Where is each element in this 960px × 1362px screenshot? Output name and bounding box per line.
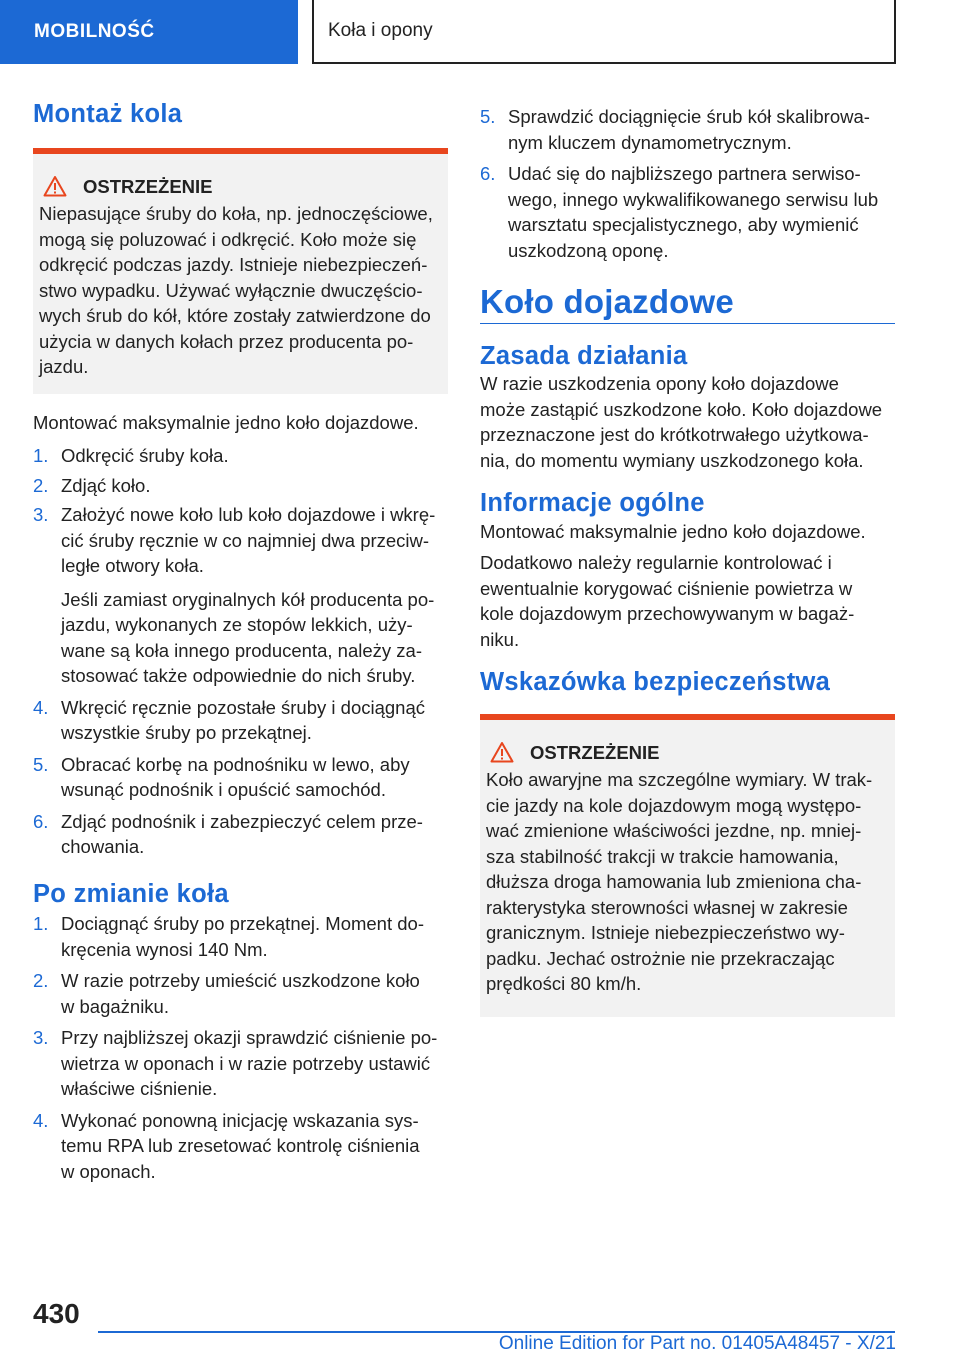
step-note: Jeśli zamiast oryginalnych kół producenta po‐ jazdu, wykonanych ze stopów lekkich, uży‐ wane są koła innego producenta, należy za‐ stosować także odpowiednie do nich śruby. bbox=[61, 588, 435, 686]
steps-list-continued bbox=[480, 104, 895, 263]
intro-paragraph: Montować maksymalnie jedno koło dojazdowe. bbox=[33, 411, 419, 433]
warning-text: Koło awaryjne ma szczególne wymiary. W trak‐ cie jazdy na kole dojazdowym mogą występo‐ wać zmienione właściwości jezdne, np. mniej‐ sza stabilność trakcji w trakcie hamowania, dłuższa droga hamowania lub zmieniona cha‐ rakterystyka sterowności własnej w zakresie granicznym. Istnieje niebezpieczeństwo wy‐ padku. Jechać ostrożnie nie przekraczając prędkości 80 km/h. bbox=[486, 769, 873, 994]
warning-triangle-icon bbox=[490, 741, 514, 763]
warning-triangle-icon bbox=[43, 175, 67, 197]
warning-title: OSTRZEŻENIE bbox=[530, 741, 660, 763]
page-number: 430 bbox=[33, 1298, 80, 1329]
steps-list bbox=[33, 443, 448, 860]
footer-edition-link[interactable]: Online Edition for Part no. 01405A48457 - X/21 bbox=[498, 1333, 896, 1354]
warning-box bbox=[480, 714, 895, 1017]
list-item: 2. Zdjąć koło. bbox=[33, 474, 151, 496]
list-item: 3. Przy najbliższej okazji sprawdzić ciśnienie po‐ wietrza w oponach i w razie potrzeby ustawić właściwe ciśnienie. bbox=[33, 1027, 438, 1099]
list-item: 6. Udać się do najbliższego partnera serwiso‐ wego, innego wykwalifikowanego serwisu lub warsztatu specjalistycznego, aby wymienić uszkodzoną oponę. bbox=[480, 163, 879, 261]
right-column bbox=[480, 104, 895, 1017]
heading-rule bbox=[480, 323, 895, 324]
list-item: 1. Odkręcić śruby koła. bbox=[33, 445, 229, 466]
info-paragraph-1: Montować maksymalnie jedno koło dojazdowe. bbox=[480, 520, 866, 542]
left-column bbox=[33, 96, 448, 1184]
list-item: 4. Wykonać ponowną inicjację wskazania sys‐ temu RPA lub zresetować kontrolę ciśnienia w oponach. bbox=[33, 1109, 420, 1182]
list-item: 1. Dociągnąć śruby po przekątnej. Moment do‐ kręcenia wynosi 140 Nm. bbox=[33, 913, 424, 960]
warning-title: OSTRZEŻENIE bbox=[83, 175, 213, 197]
heading-po-zmianie-kola: Po zmianie koła bbox=[33, 879, 229, 908]
header-section-title: MOBILNOŚĆ bbox=[0, 0, 298, 64]
header-chapter-title: Koła i opony bbox=[312, 0, 896, 64]
steps-list-after bbox=[33, 911, 448, 1184]
heading-zasada-dzialania: Zasada działania bbox=[480, 341, 688, 370]
zasada-paragraph: W razie uszkodzenia opony koło dojazdowe może zastąpić uszkodzone koło. Koło dojazdowe przeznaczone jest do krótkotrwałego użytkowa‐ nia, do momentu wymiany uszkodzonego koła. bbox=[480, 373, 883, 471]
list-item: 2. W razie potrzeby umieścić uszkodzone koło w bagażniku. bbox=[33, 970, 420, 1017]
heading-wskazowka-bezpieczenstwa: Wskazówka bezpieczeństwa bbox=[480, 668, 831, 696]
list-item: 3. Założyć nowe koło lub koło dojazdowe i wkrę‐ cić śruby ręcznie w co najmniej dwa przeciw‐ ległe otwory koła. Jeśli zamiast oryginalnych kół producenta po‐ jazdu, wykonanych ze stopów lekkich, uży‐ wane są koła innego producenta, należy za‐ stosować także odpowiednie do nich śruby. bbox=[33, 502, 448, 689]
warning-box bbox=[33, 148, 448, 394]
list-item: 5. Sprawdzić dociągnięcie śrub kół skalibrowa‐ nym kluczem dynamometrycznym. bbox=[480, 106, 870, 153]
heading-informacje-ogolne: Informacje ogólne bbox=[480, 489, 705, 517]
info-paragraph-2: Dodatkowo należy regularnie kontrolować i ewentualnie korygować ciśnienie powietrza w kole dojazdowym przechowywanym w bagaż‐ niku. bbox=[480, 552, 855, 650]
heading-kolo-dojazdowe: Koło dojazdowe bbox=[480, 283, 734, 320]
list-item: 6. Zdjąć podnośnik i zabezpieczyć celem prze‐ chowania. bbox=[33, 810, 423, 857]
list-item: 5. Obracać korbę na podnośniku w lewo, aby wsunąć podnośnik i opuścić samochód. bbox=[33, 753, 410, 800]
heading-montaz-kola: Montaż kola bbox=[33, 100, 183, 128]
list-item: 4. Wkręcić ręcznie pozostałe śruby i dociągnąć wszystkie śruby po przekątnej. bbox=[33, 696, 425, 743]
warning-text: Niepasujące śruby do koła, np. jednoczęściowe, mogą się poluzować i odkręcić. Koło może się odkręcić podczas jazdy. Istnieje niebezpieczeń‐ stwo wypadku. Używać wyłącznie dwuczęścio‐ wych śrub do kół, które zostały zatwierdzone do użycia w danych kołach przez producenta po‐ jazdu. bbox=[39, 203, 433, 377]
